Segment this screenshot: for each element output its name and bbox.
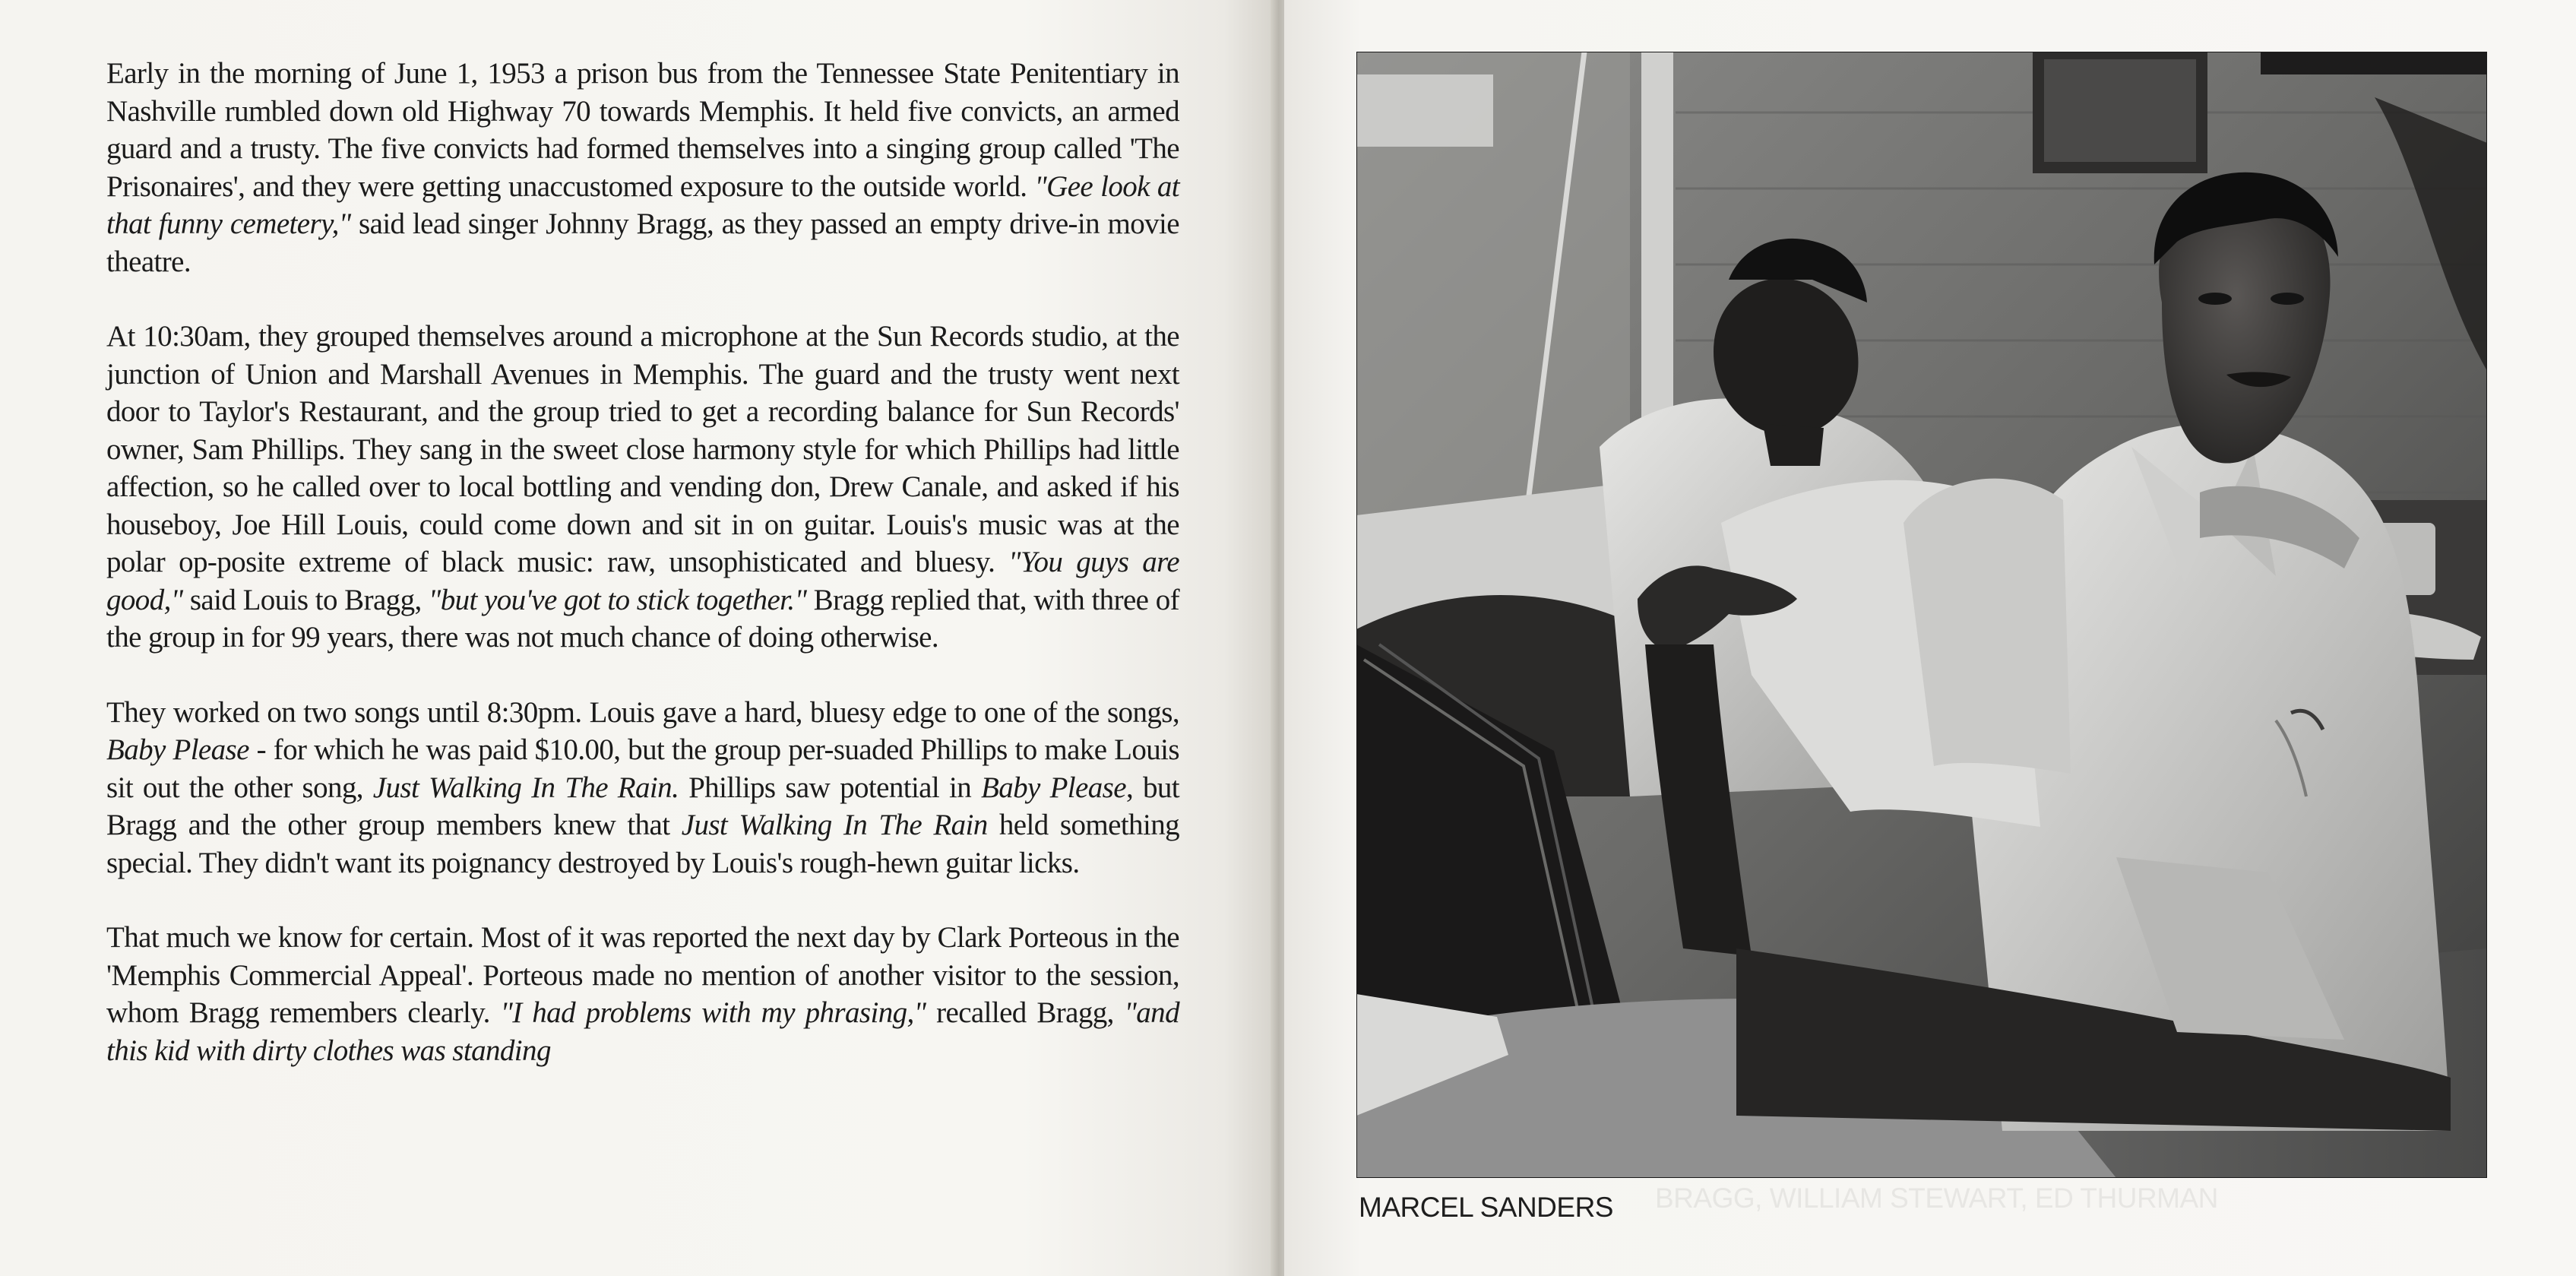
text-run: held something special. They didn't want its poignancy destroyed by Louis's rough-hewn guitar licks.	[106, 809, 1179, 879]
text-run: Bragg replied that, with three of the group in for 99 years, there was not much chance of doing otherwise.	[106, 583, 1179, 654]
photo-illustration	[1356, 52, 2487, 1178]
italic-quote-run: Just Walking In The Rain	[681, 809, 988, 841]
italic-quote-run: "but you've got to stick together."	[428, 583, 807, 616]
text-run: They worked on two songs until 8:30pm. Louis gave a hard, bluesy edge to one of the songs,	[106, 695, 1179, 729]
text-run: Phillips saw potential in	[679, 771, 981, 804]
photograph-marcel-sanders	[1356, 52, 2487, 1178]
text-run: said lead singer Johnny Bragg, as they passed an empty drive-in movie theatre.	[106, 207, 1180, 278]
paragraph-2	[106, 318, 1179, 657]
bleed-through-caption: BRAGG, WILLIAM STEWART, ED THURMAN	[1655, 1183, 2218, 1214]
italic-quote-run: Baby Please	[106, 733, 249, 766]
italic-quote-run: "I had problems with my phrasing,"	[500, 996, 926, 1029]
text-run: recalled Bragg,	[926, 996, 1125, 1029]
paragraph-4	[106, 919, 1179, 1069]
text-run: Early in the morning of June 1, 1953 a prison bus from the Tennessee State Penitentiary in Nashville rumbled down old Highway 70 towards Memphis. It held five convicts, an armed guard and a trusty. The five convicts had formed themselves into a singing group called 'The Prisonaires', and they were getting unaccustomed exposure to the outside world.	[106, 57, 1179, 203]
italic-quote-run: "You guys are good,"	[106, 546, 1179, 616]
italic-quote-run: "and this kid with dirty clothes was standing	[106, 996, 1179, 1067]
paragraph-3	[106, 694, 1179, 882]
text-run: That much we know for certain. Most of it was reported the next day by Clark Porteous in the 'Memphis Commercial Appeal'. Porteous made no mention of another visitor to the session, whom Bragg remembers clearly.	[106, 921, 1179, 1029]
text-run: - for which he was paid $10.00, but the group per-suaded Phillips to make Louis sit out the other song,	[106, 733, 1179, 804]
body-text	[106, 55, 1179, 1107]
text-run: said Louis to Bragg,	[182, 583, 429, 616]
text-run: , but Bragg and the other group members knew that	[106, 771, 1179, 841]
italic-quote-run: "Gee look at that funny cemetery,"	[106, 169, 1179, 240]
left-page	[0, 0, 1275, 1276]
italic-quote-run: Baby Please	[980, 771, 1126, 804]
paragraph-1	[106, 55, 1179, 280]
text-run: At 10:30am, they grouped themselves around a microphone at the Sun Records studio, at the junction of Union and Marshall Avenues in Memphis. The guard and the trusty went next door to Taylor's Restaurant, and the group tried to get a recording balance for Sun Records' owner, Sam Phillips. They sang in the sweet close harmony style for which Phillips had little affection, so he called over to local bottling and vending don, Drew Canale, and asked if his houseboy, Joe Hill Louis, could come down and sit in on guitar. Louis's music was at the polar op-posite extreme of black music: raw, unsophisticated and bluesy.	[106, 320, 1179, 578]
photo-caption: MARCEL SANDERS	[1359, 1192, 1613, 1223]
italic-quote-run: Just Walking In The Rain.	[372, 771, 679, 804]
